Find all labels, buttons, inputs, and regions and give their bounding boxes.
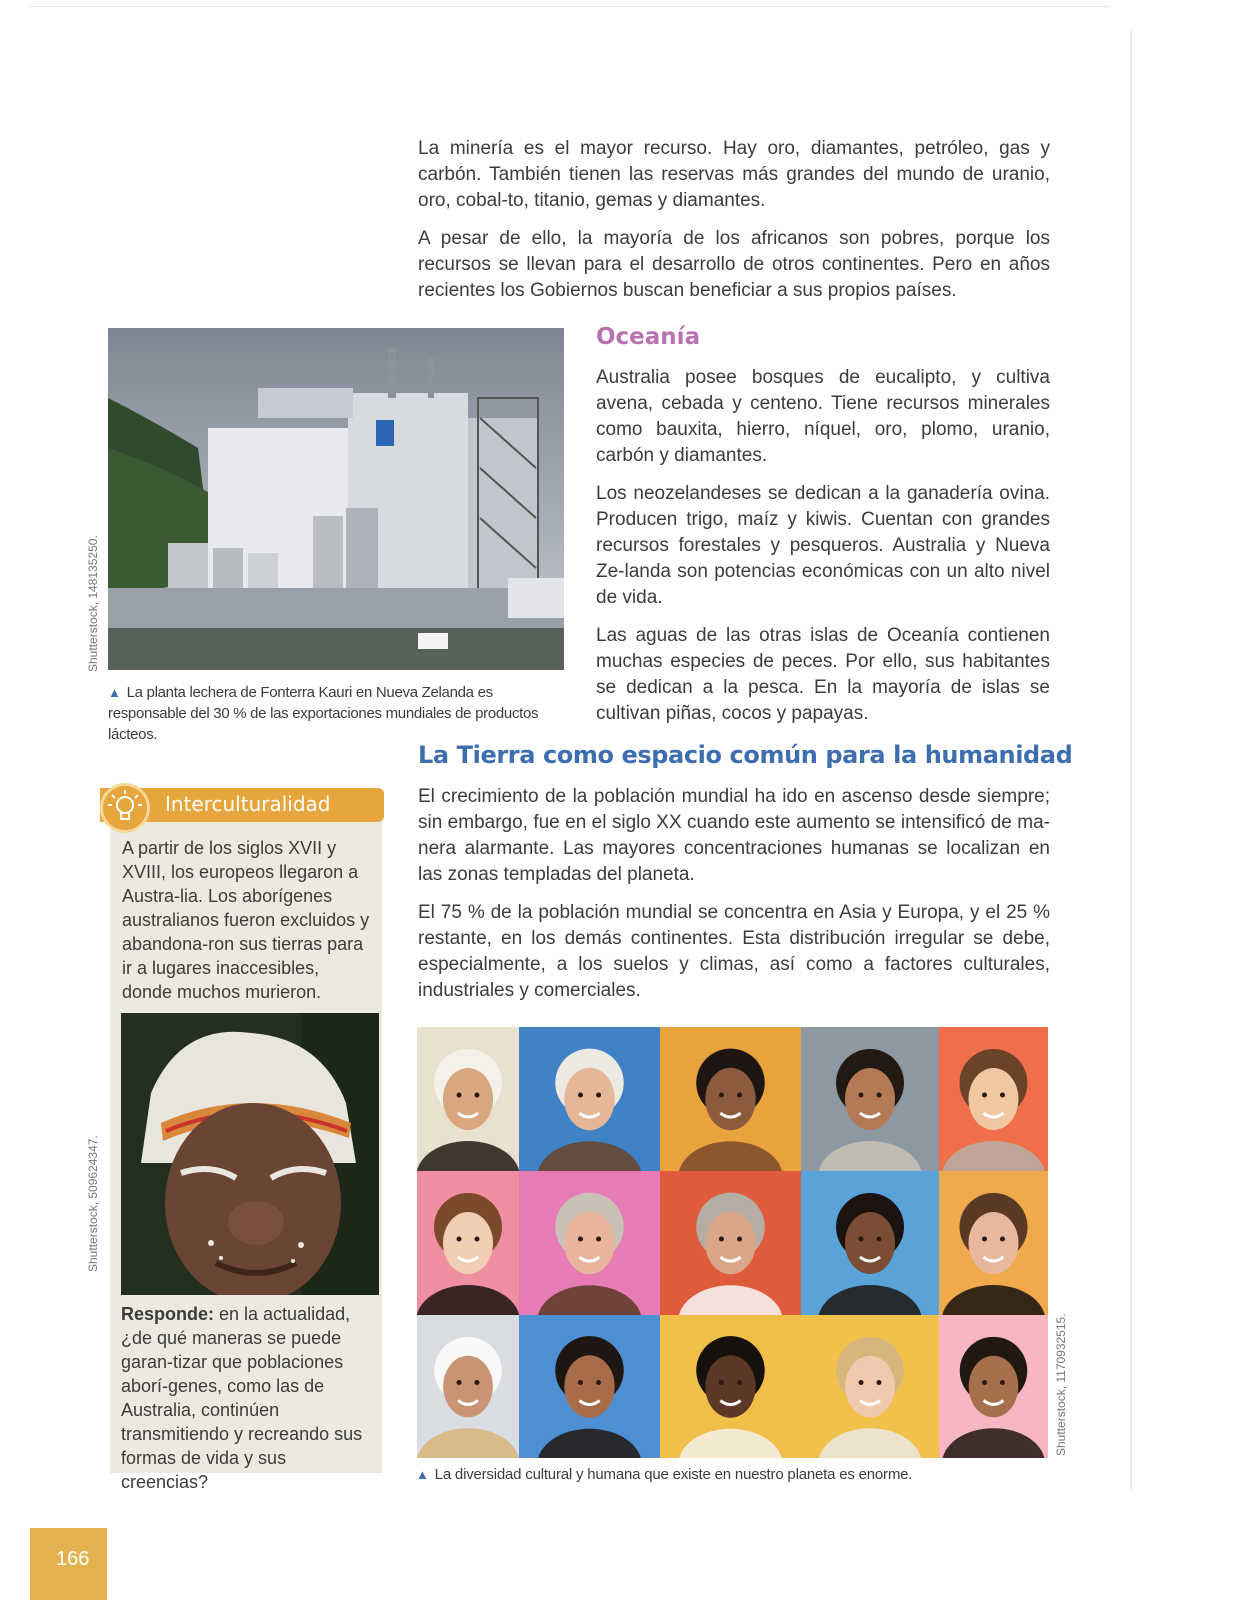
person-photo xyxy=(519,1171,660,1315)
triangle-icon: ▲ xyxy=(108,685,121,700)
triangle-icon: ▲ xyxy=(416,1467,429,1482)
person-photo xyxy=(660,1171,801,1315)
oceania-section xyxy=(596,365,1050,739)
tierra-paragraph: El crecimiento de la población mundial ha ido en ascenso desde siempre; sin embargo, fue en el siglo XX cuando este aumento se intensificó de ma-nera alarmante. Las mayores concentraciones humanas se localizan en las zonas templadas del planeta. xyxy=(418,786,1050,885)
tierra-heading: La Tierra como espacio común para la humanidad xyxy=(418,741,1073,769)
person-photo xyxy=(519,1027,660,1171)
responde-label: Responde: xyxy=(121,1304,215,1324)
person-photo xyxy=(939,1171,1048,1315)
intro-paragraph: La minería es el mayor recurso. Hay oro, diamantes, petróleo, gas y carbón. También tienen las reservas más grandes del mundo de uranio, oro, cobal-to, titanio, gemas y diamantes. xyxy=(418,138,1050,211)
person-photo xyxy=(939,1315,1048,1458)
oceania-paragraph: Las aguas de las otras islas de Oceanía contienen muchas especies de peces. Por ello, sus habitantes se dedican a la pesca. En la mayoría de islas se cultivan piñas, cocos y papayas. xyxy=(596,625,1050,724)
intro-paragraph: A pesar de ello, la mayoría de los africanos son pobres, porque los recursos se llevan para el desarrollo de otros continentes. Pero en años recientes los Gobiernos buscan beneficiar a sus propios países. xyxy=(418,228,1050,301)
people-caption xyxy=(416,1466,912,1483)
page-number-tab xyxy=(30,1528,107,1600)
person-photo xyxy=(939,1027,1048,1171)
person-photo xyxy=(660,1027,801,1171)
person-photo xyxy=(801,1171,939,1315)
responde-text: en la actualidad, ¿de qué maneras se puede garan-tizar que poblaciones aborí-genes, como las de Australia, continúen transmitiendo y recreando sus formas de vida y sus creencias? xyxy=(121,1304,363,1492)
top-rule xyxy=(30,6,1110,7)
factory-photo xyxy=(108,328,564,670)
interculturalidad-text: A partir de los siglos XVII y XVIII, los europeos llegaron a Austra-lia. Los aborígenes australianos fueron excluidos y abandona-ron sus tierras para ir a lugares inaccesibles, donde muchos murieron. xyxy=(122,838,370,1002)
tierra-section xyxy=(418,784,1050,1016)
factory-caption xyxy=(108,682,548,745)
page-number: 166 xyxy=(56,1548,90,1570)
lightbulb-icon xyxy=(100,783,150,833)
person-photo xyxy=(801,1315,939,1458)
intro-section xyxy=(418,136,1050,316)
person-photo xyxy=(417,1027,519,1171)
page-edge xyxy=(1130,30,1132,1490)
people-caption-text: La diversidad cultural y humana que existe en nuestro planeta es enorme. xyxy=(434,1466,913,1483)
person-photo xyxy=(660,1315,801,1458)
tierra-paragraph: El 75 % de la población mundial se concentra en Asia y Europa, y el 25 % restante, en los demás continentes. Esta distribución irregular se debe, especialmente, a los suelos y climas, así como a factores culturales, industriales y comerciales. xyxy=(418,902,1050,1001)
person-photo xyxy=(801,1027,939,1171)
factory-caption-text: La planta lechera de Fonterra Kauri en Nueva Zelanda es responsable del 30 % de las exportaciones mundiales de productos lácteos. xyxy=(108,684,539,743)
person-photo xyxy=(417,1315,519,1458)
photo-credit: Shutterstock, 148135250. xyxy=(86,535,100,672)
oceania-paragraph: Los neozelandeses se dedican a la ganadería ovina. Producen trigo, maíz y kiwis. Cuentan con grandes recursos forestales y pesqueros. Australia y Nueva Ze-landa son potencias económicas con un alto nivel de vida. xyxy=(596,483,1050,608)
oceania-heading: Oceanía xyxy=(596,324,701,350)
interculturalidad-title: Interculturalidad xyxy=(165,792,331,816)
aboriginal-portrait xyxy=(121,1013,379,1295)
oceania-paragraph: Australia posee bosques de eucalipto, y cultiva avena, cebada y centeno. Tiene recursos minerales como bauxita, hierro, níquel, oro, plomo, uranio, carbón y diamantes. xyxy=(596,367,1050,466)
person-photo xyxy=(519,1315,660,1458)
people-photo-grid xyxy=(417,1027,1048,1458)
photo-credit: Shutterstock, 1170932515. xyxy=(1054,1313,1068,1456)
photo-credit: Shutterstock, 509624347. xyxy=(86,1135,100,1272)
responde-question xyxy=(121,1302,373,1494)
person-photo xyxy=(417,1171,519,1315)
